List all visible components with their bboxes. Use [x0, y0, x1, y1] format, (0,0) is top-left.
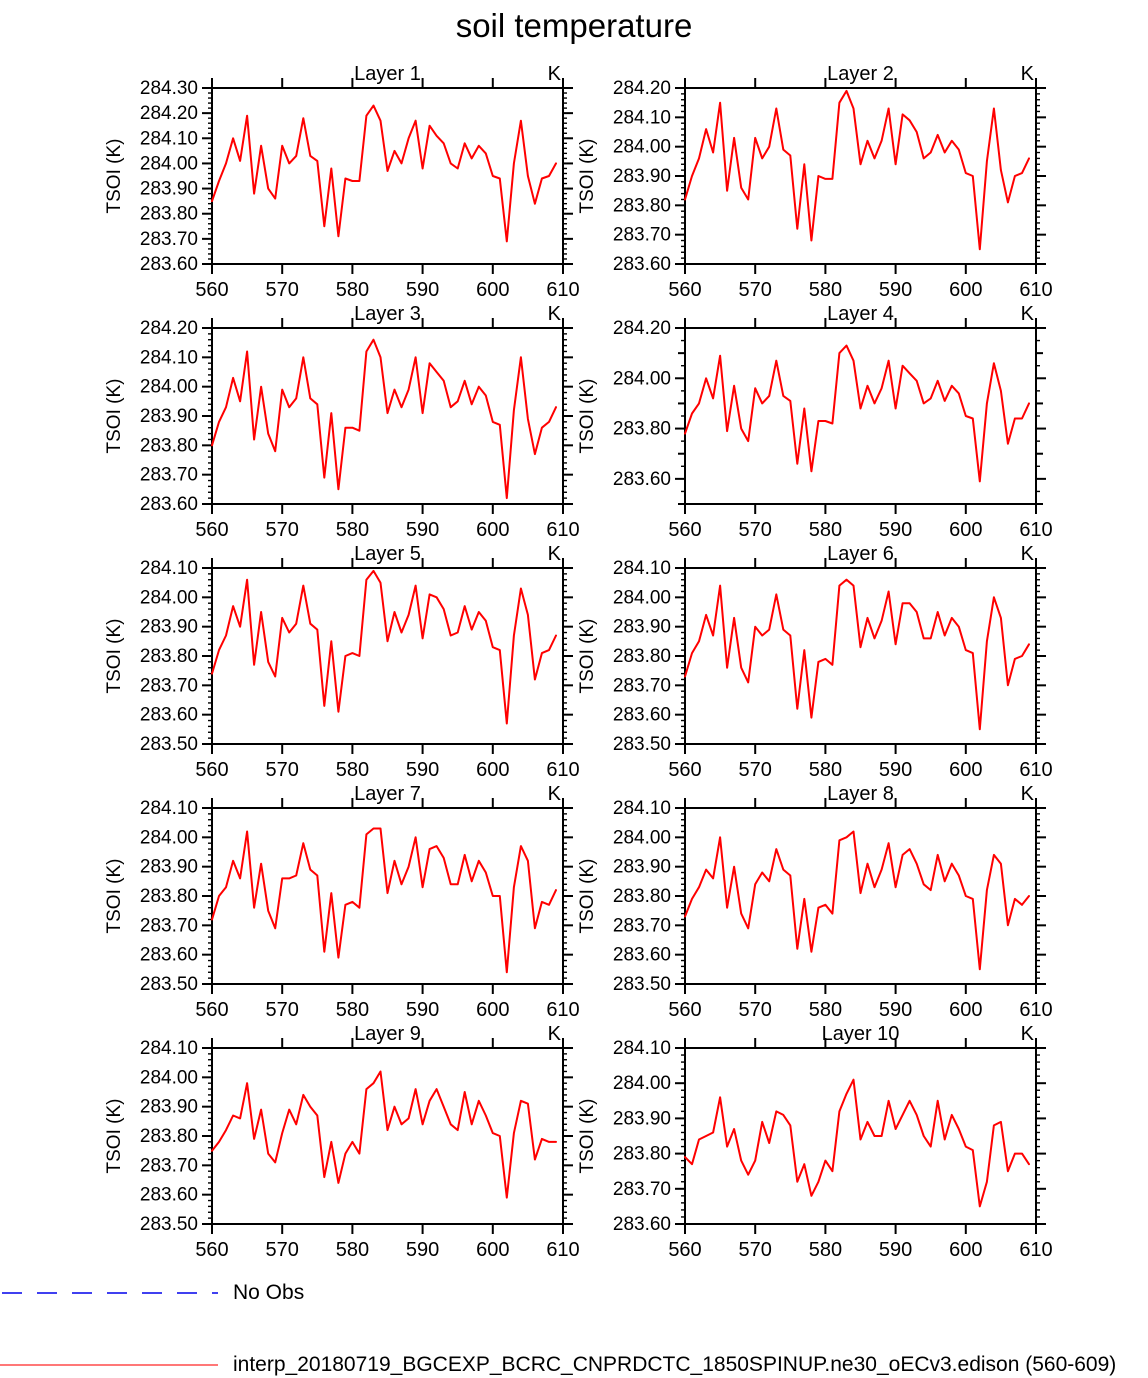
- y-tick-label: 283.70: [139, 228, 198, 250]
- y-tick-label: 284.10: [139, 128, 198, 150]
- x-tick-label: 590: [405, 1239, 440, 1261]
- panel-layer-4: [577, 303, 1053, 541]
- y-tick-label: 283.80: [139, 435, 198, 457]
- y-axis-title: TSOI (K): [577, 1098, 598, 1174]
- plot-box: [212, 568, 563, 744]
- x-tick-label: 600: [949, 759, 983, 781]
- y-tick-label: 284.20: [612, 78, 671, 99]
- x-tick-label: 610: [1019, 1239, 1053, 1261]
- y-axis-title: TSOI (K): [577, 618, 598, 694]
- panel-title: Layer 7: [354, 783, 421, 805]
- series-line: [212, 571, 556, 724]
- x-tick-label: 580: [808, 759, 843, 781]
- x-tick-label: 570: [738, 279, 772, 301]
- x-tick-label: 590: [878, 519, 913, 541]
- x-tick-label: 580: [335, 759, 370, 781]
- page-title: soil temperature: [455, 7, 693, 44]
- y-tick-label: 284.20: [612, 318, 671, 339]
- x-tick-label: 580: [335, 519, 370, 541]
- y-tick-label: 283.70: [612, 915, 671, 937]
- y-axis-title: TSOI (K): [577, 378, 598, 454]
- panel-layer-9: [104, 1023, 580, 1261]
- y-tick-label: 284.10: [139, 558, 198, 579]
- x-tick-label: 570: [738, 759, 772, 781]
- x-tick-label: 590: [405, 519, 440, 541]
- y-tick-label: 283.70: [139, 1155, 198, 1177]
- unit-label: K: [1020, 63, 1034, 85]
- y-axis-title: TSOI (K): [104, 618, 125, 694]
- y-tick-label: 283.70: [612, 224, 671, 246]
- series-line: [685, 580, 1029, 730]
- y-tick-label: 283.60: [612, 1214, 671, 1235]
- series-line: [212, 1072, 556, 1198]
- y-tick-label: 283.80: [612, 1143, 671, 1165]
- x-tick-label: 600: [476, 519, 510, 541]
- y-tick-label: 283.50: [612, 974, 671, 995]
- panel-layer-2: [577, 63, 1053, 301]
- x-tick-label: 590: [878, 1239, 913, 1261]
- y-tick-label: 283.80: [612, 646, 671, 667]
- x-tick-label: 580: [808, 1239, 843, 1261]
- x-tick-label: 590: [878, 279, 913, 301]
- y-tick-label: 283.50: [139, 1214, 198, 1235]
- panel-title: Layer 9: [354, 1023, 421, 1045]
- y-tick-label: 284.00: [139, 376, 198, 398]
- unit-label: K: [547, 783, 561, 805]
- x-tick-label: 560: [195, 1239, 229, 1261]
- series-line: [212, 106, 556, 242]
- x-tick-label: 580: [335, 1239, 370, 1261]
- plot-box: [212, 88, 563, 264]
- y-tick-label: 284.00: [139, 827, 198, 849]
- y-tick-label: 283.90: [139, 406, 198, 427]
- x-tick-label: 600: [949, 279, 983, 301]
- panel-title: Layer 2: [827, 63, 894, 85]
- panel-title: Layer 6: [827, 543, 894, 565]
- x-tick-label: 570: [265, 279, 299, 301]
- plot-box: [685, 88, 1036, 264]
- y-tick-label: 283.60: [139, 254, 198, 275]
- y-tick-label: 283.70: [139, 915, 198, 937]
- panel-title: Layer 3: [354, 303, 421, 325]
- y-tick-label: 284.00: [139, 153, 198, 175]
- x-tick-label: 570: [265, 519, 299, 541]
- y-tick-label: 283.90: [139, 616, 198, 638]
- x-tick-label: 580: [335, 279, 370, 301]
- panel-layer-3: [104, 303, 580, 541]
- y-tick-label: 283.80: [139, 646, 198, 667]
- series-line: [685, 832, 1029, 970]
- series-line: [685, 346, 1029, 482]
- y-tick-label: 283.60: [139, 704, 198, 726]
- series-line: [212, 829, 556, 973]
- panel-layer-10: [577, 1023, 1053, 1261]
- y-tick-label: 283.80: [612, 886, 671, 907]
- x-tick-label: 610: [1019, 519, 1053, 541]
- y-axis-title: TSOI (K): [104, 1098, 125, 1174]
- y-tick-label: 283.50: [139, 734, 198, 755]
- x-tick-label: 600: [949, 519, 983, 541]
- unit-label: K: [547, 543, 561, 565]
- x-tick-label: 610: [546, 279, 580, 301]
- x-tick-label: 580: [808, 279, 843, 301]
- y-tick-label: 284.20: [139, 103, 198, 125]
- x-tick-label: 570: [265, 759, 299, 781]
- y-tick-label: 284.00: [139, 587, 198, 609]
- y-tick-label: 284.10: [612, 1038, 671, 1059]
- x-tick-label: 590: [405, 999, 440, 1021]
- panel-layer-7: [104, 783, 580, 1021]
- x-tick-label: 590: [878, 759, 913, 781]
- series-line: [685, 1080, 1029, 1207]
- y-tick-label: 283.60: [612, 254, 671, 275]
- x-tick-label: 600: [476, 1239, 510, 1261]
- x-tick-label: 590: [878, 999, 913, 1021]
- y-tick-label: 283.50: [612, 734, 671, 755]
- x-tick-label: 610: [546, 519, 580, 541]
- y-tick-label: 283.70: [139, 464, 198, 486]
- y-axis-title: TSOI (K): [104, 138, 125, 214]
- y-axis-title: TSOI (K): [104, 378, 125, 454]
- y-tick-label: 283.70: [139, 675, 198, 697]
- y-axis-title: TSOI (K): [104, 858, 125, 934]
- y-tick-label: 284.10: [612, 798, 671, 819]
- y-tick-label: 283.60: [612, 704, 671, 726]
- x-tick-label: 560: [195, 279, 229, 301]
- y-tick-label: 284.10: [139, 347, 198, 369]
- x-tick-label: 590: [405, 759, 440, 781]
- legend-no-obs-label: No Obs: [233, 1281, 305, 1304]
- y-axis-title: TSOI (K): [577, 138, 598, 214]
- y-tick-label: 283.60: [139, 1184, 198, 1206]
- x-tick-label: 580: [808, 519, 843, 541]
- y-tick-label: 284.00: [612, 587, 671, 609]
- x-tick-label: 570: [265, 999, 299, 1021]
- y-tick-label: 283.90: [612, 856, 671, 878]
- x-tick-label: 610: [546, 999, 580, 1021]
- x-tick-label: 580: [335, 999, 370, 1021]
- x-tick-label: 570: [265, 1239, 299, 1261]
- series-line: [685, 91, 1029, 249]
- y-tick-label: 284.00: [612, 136, 671, 158]
- y-tick-label: 284.20: [139, 318, 198, 339]
- panel-layer-8: [577, 783, 1053, 1021]
- x-tick-label: 560: [668, 279, 702, 301]
- panel-layer-1: [104, 63, 580, 301]
- y-tick-label: 283.60: [612, 468, 671, 490]
- y-tick-label: 284.10: [139, 798, 198, 819]
- y-tick-label: 283.80: [139, 203, 198, 225]
- y-tick-label: 283.60: [139, 494, 198, 515]
- x-tick-label: 580: [808, 999, 843, 1021]
- panel-title: Layer 4: [827, 303, 894, 325]
- plot-box: [685, 328, 1036, 504]
- y-tick-label: 284.30: [139, 78, 198, 99]
- panel-layer-6: [577, 543, 1053, 781]
- y-tick-label: 283.90: [139, 1096, 198, 1118]
- panel-title: Layer 8: [827, 783, 894, 805]
- unit-label: K: [1020, 1023, 1034, 1045]
- x-tick-label: 600: [476, 759, 510, 781]
- panel-title: Layer 1: [354, 63, 421, 85]
- x-tick-label: 570: [738, 999, 772, 1021]
- x-tick-label: 560: [195, 999, 229, 1021]
- x-tick-label: 600: [949, 1239, 983, 1261]
- y-tick-label: 283.90: [612, 166, 671, 187]
- plot-box: [212, 808, 563, 984]
- unit-label: K: [547, 303, 561, 325]
- panel-layer-5: [104, 543, 580, 781]
- y-tick-label: 284.00: [612, 1073, 671, 1095]
- x-tick-label: 560: [195, 519, 229, 541]
- unit-label: K: [1020, 783, 1034, 805]
- y-tick-label: 284.10: [612, 558, 671, 579]
- y-tick-label: 284.10: [612, 107, 671, 129]
- x-tick-label: 610: [546, 1239, 580, 1261]
- y-axis-title: TSOI (K): [577, 858, 598, 934]
- y-tick-label: 283.70: [612, 1178, 671, 1200]
- x-tick-label: 610: [1019, 999, 1053, 1021]
- x-tick-label: 570: [738, 1239, 772, 1261]
- x-tick-label: 590: [405, 279, 440, 301]
- x-tick-label: 570: [738, 519, 772, 541]
- y-tick-label: 283.80: [612, 418, 671, 440]
- series-line: [212, 340, 556, 498]
- unit-label: K: [547, 63, 561, 85]
- y-tick-label: 283.80: [139, 886, 198, 907]
- y-tick-label: 283.80: [612, 195, 671, 217]
- x-tick-label: 600: [949, 999, 983, 1021]
- x-tick-label: 560: [195, 759, 229, 781]
- x-tick-label: 600: [476, 279, 510, 301]
- y-tick-label: 283.90: [139, 178, 198, 200]
- y-tick-label: 284.00: [139, 1067, 198, 1089]
- plot-box: [685, 568, 1036, 744]
- y-tick-label: 283.50: [139, 974, 198, 995]
- y-tick-label: 283.90: [612, 616, 671, 638]
- y-tick-label: 283.70: [612, 675, 671, 697]
- panel-title: Layer 5: [354, 543, 421, 565]
- y-tick-label: 283.60: [139, 944, 198, 966]
- x-tick-label: 610: [1019, 759, 1053, 781]
- panel-title: Layer 10: [821, 1023, 900, 1045]
- unit-label: K: [1020, 303, 1034, 325]
- x-tick-label: 560: [668, 1239, 702, 1261]
- unit-label: K: [547, 1023, 561, 1045]
- unit-label: K: [1020, 543, 1034, 565]
- x-tick-label: 560: [668, 519, 702, 541]
- y-tick-label: 284.10: [139, 1038, 198, 1059]
- x-tick-label: 610: [1019, 279, 1053, 301]
- y-tick-label: 284.00: [612, 827, 671, 849]
- y-tick-label: 283.90: [139, 856, 198, 878]
- y-tick-label: 284.00: [612, 368, 671, 390]
- x-tick-label: 560: [668, 999, 702, 1021]
- legend-dataset-label: interp_20180719_BGCEXP_BCRC_CNPRDCTC_1850SPINUP.ne30_oECv3.edison (560-609): [233, 1353, 1117, 1376]
- y-tick-label: 283.60: [612, 944, 671, 966]
- x-tick-label: 610: [546, 759, 580, 781]
- y-tick-label: 283.80: [139, 1126, 198, 1147]
- x-tick-label: 600: [476, 999, 510, 1021]
- y-tick-label: 283.90: [612, 1108, 671, 1130]
- x-tick-label: 560: [668, 759, 702, 781]
